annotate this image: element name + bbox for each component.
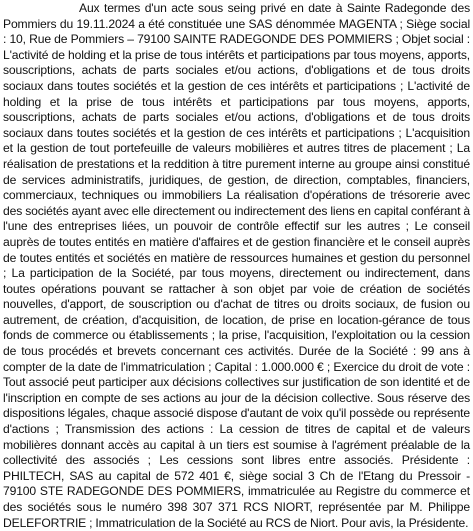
legal-notice-text: Aux termes d'un acte sous seing privé en date à Sainte Radegonde des Pommiers du 19.11.2024 a été constituée une SAS dénommée MAGENTA ; Siège social : 10, Rue de Pommiers – 79100 SAINTE RADEGONDE DES POMMIERS ; Objet social : L'activité de holding et la prise de tous intérêts et participations par tous moyens, apports, souscriptions, achats de parts sociales et/ou actions, d'obligations et de tous droits sociaux dans toutes sociétés et la gestion de ces intérêts et participations ; L'activité de holding et la prise de tous intérêts et participations par tous moyens, apports, souscriptions, achats de parts sociales et/ou actions, d'obligations et de tous droits sociaux dans toutes sociétés et la gestion de ces intérêts et participations ; L'acquisition et la gestion de tout portefeuille de valeurs mobilières et autres titres de placement ; La réalisation de prestations et la reddition à titre purement interne au groupe ainsi constitué de services administratifs, juridiques, de gestion, de direction, comptables, financiers, commerciaux, techniques ou immobiliers La réalisation d'opérations de trésorerie avec des sociétés ayant avec elle directement ou indirectement des liens en capital conférant à l'une des entreprises liées, un pouvoir de contrôle effectif sur les autres ; Le conseil auprès de toutes entités en matière d'affaires et de gestion financière et le conseil auprès de toutes entités et sociétés en matière de ressources humaines et gestion du personnel ; La participation de la Société, par tous moyens, directement ou indirectement, dans toutes opérations pouvant se rattacher à son objet par voie de création de sociétés nouvelles, d'apport, de souscription ou d'achat de titres ou droits sociaux, de fusion ou autrement, de création, d'acquisition, de location, de prise en location-gérance de tous fonds de commerce ou établissements ; la prise, l'acquisition, l'exploitation ou la cession de tous procédés et brevets concernant ces activités. Durée de la Société : 99 ans à compter de la date de l'immatriculation ; Capital : 1.000.000 € ; Exercice du droit de vote : Tout associé peut participer aux décisions collectives sur justification de son identité et de l'inscription en compte de ses actions au jour de la décision collective. Sous réserve des dispositions légales, chaque associé dispose d'autant de voix qu'il possède ou représente d'actions ; Transmission des actions : La cession de titres de capital et de valeurs mobilières donnant accès au capital à un tiers est soumise à l'agrément préalable de la collectivité des associés ; Les cessions sont libres entre associés. Présidente : PHILTECH, SAS au capital de 572 401 €, siège social 3 Ch de l'Etang du Pressoir - 79100 STE RADEGONDE DES POMMIERS, immatriculée au Registre du commerce et des sociétés sous le numéro 398 307 371 RCS NIORT, représentée par M. Philippe DELEFORTRIE ; Immatriculation de la Société au RCS de Niort. Pour avis, la Présidente.: [3, 1, 470, 530]
